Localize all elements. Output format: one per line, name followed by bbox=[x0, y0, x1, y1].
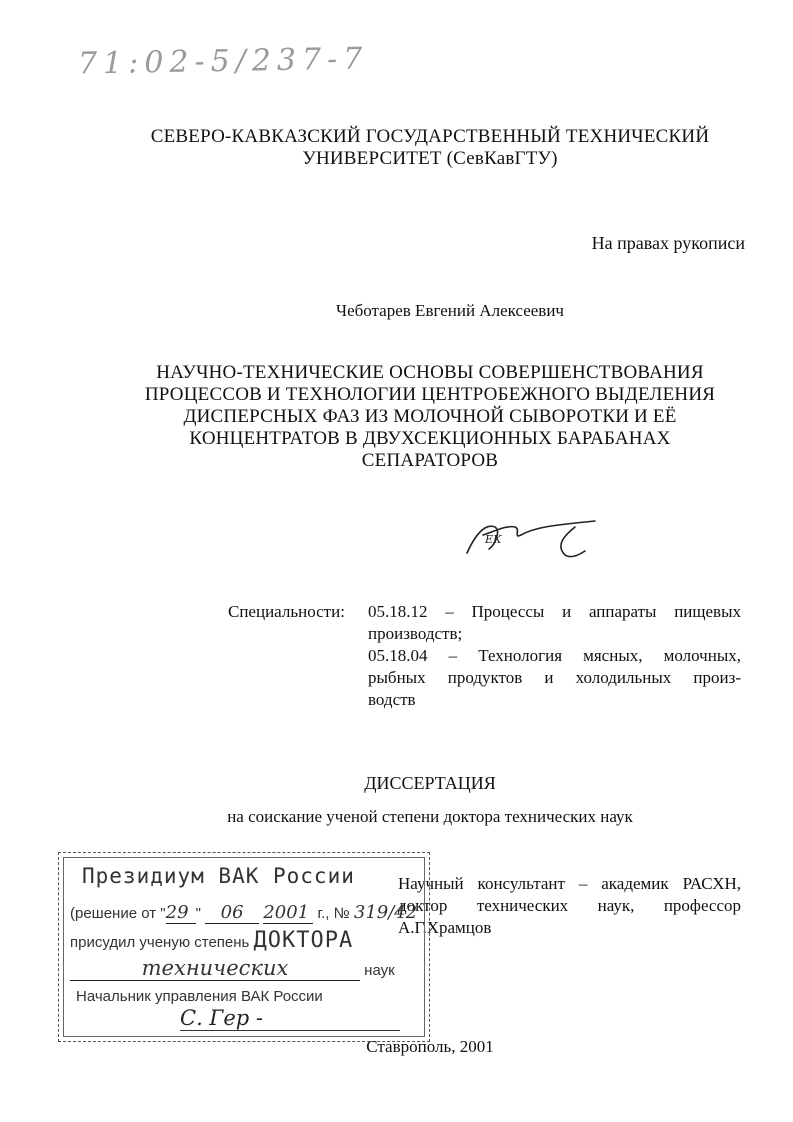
stamp-decision-prefix: (решение от bbox=[70, 905, 157, 922]
degree-sought: на соискание ученой степени доктора технических наук bbox=[227, 807, 633, 826]
specialties-label: Специальности: bbox=[228, 602, 345, 621]
specialty-2-line-2: рыбных продуктов и холодильных произ- bbox=[368, 668, 741, 687]
consultant-line-3: А.Г.Храмцов bbox=[398, 918, 492, 937]
title-line: КОНЦЕНТРАТОВ В ДВУХСЕКЦИОННЫХ БАРАБАНАХ bbox=[189, 428, 671, 449]
stamp-number: 319/42 bbox=[353, 902, 418, 923]
svg-text:ЕК: ЕК bbox=[485, 533, 502, 546]
specialty-2-line-1: 05.18.04 – Технология мясных, молочных, bbox=[368, 646, 741, 665]
stamp-degree: ДОКТОРА bbox=[253, 928, 354, 953]
university-name bbox=[100, 126, 760, 170]
dissertation-title bbox=[80, 362, 780, 472]
stamp-field: технических bbox=[70, 956, 360, 981]
stamp-chief-title: Начальник управления ВАК России bbox=[76, 988, 323, 1005]
university-line-2: УНИВЕРСИТЕТ (СевКавГТУ) bbox=[302, 148, 558, 169]
stamp-month: 06 bbox=[205, 902, 259, 924]
rights-note: На правах рукописи bbox=[591, 233, 745, 253]
stamp-awarded: присудил ученую степень bbox=[70, 934, 250, 951]
specialty-1-line-1: 05.18.12 – Процессы и аппараты пищевых bbox=[368, 602, 741, 621]
author-name: Чеботарев Евгений Алексеевич bbox=[336, 301, 564, 320]
stamp-year: 2001 bbox=[263, 902, 313, 924]
specialty-2-line-3: водств bbox=[368, 690, 416, 709]
document-type: ДИССЕРТАЦИЯ bbox=[364, 773, 496, 793]
author-signature bbox=[455, 505, 615, 565]
stamp-field-suffix: наук bbox=[364, 962, 395, 979]
stamp-day: 29 bbox=[166, 902, 196, 924]
archive-mark: 71:02-5/237-7 bbox=[77, 41, 369, 82]
university-line-1: СЕВЕРО-КАВКАЗСКИЙ ГОСУДАРСТВЕННЫЙ ТЕХНИЧЕСКИЙ bbox=[150, 126, 710, 147]
title-line: ДИСПЕРСНЫХ ФАЗ ИЗ МОЛОЧНОЙ СЫВОРОТКИ И ЕЁ bbox=[183, 406, 677, 427]
stamp-year-suffix: г., № bbox=[317, 905, 350, 922]
scientific-consultant bbox=[398, 873, 741, 939]
specialty-1-line-2: производств; bbox=[368, 624, 463, 643]
consultant-line-2: доктор технических наук, профессор bbox=[398, 896, 741, 915]
title-line: ПРОЦЕССОВ И ТЕХНОЛОГИИ ЦЕНТРОБЕЖНОГО ВЫДЕЛЕНИЯ bbox=[144, 384, 716, 405]
title-line: СЕПАРАТОРОВ bbox=[361, 450, 499, 471]
city-year: Ставрополь, 2001 bbox=[366, 1037, 494, 1056]
consultant-line-1: Научный консультант – академик РАСХН, bbox=[398, 874, 741, 893]
stamp-heading: Президиум ВАК России bbox=[82, 864, 355, 888]
stamp-field-line bbox=[70, 956, 420, 981]
stamp-awarded-line bbox=[70, 928, 353, 953]
stamp-decision-line: (решение от "29 " 06 2001 г., № 319/42 bbox=[70, 902, 418, 923]
title-line: НАУЧНО-ТЕХНИЧЕСКИЕ ОСНОВЫ СОВЕРШЕНСТВОВАНИЯ bbox=[156, 362, 704, 383]
stamp-signature: С. Гер - bbox=[180, 1006, 400, 1031]
specialties-list bbox=[368, 601, 741, 711]
